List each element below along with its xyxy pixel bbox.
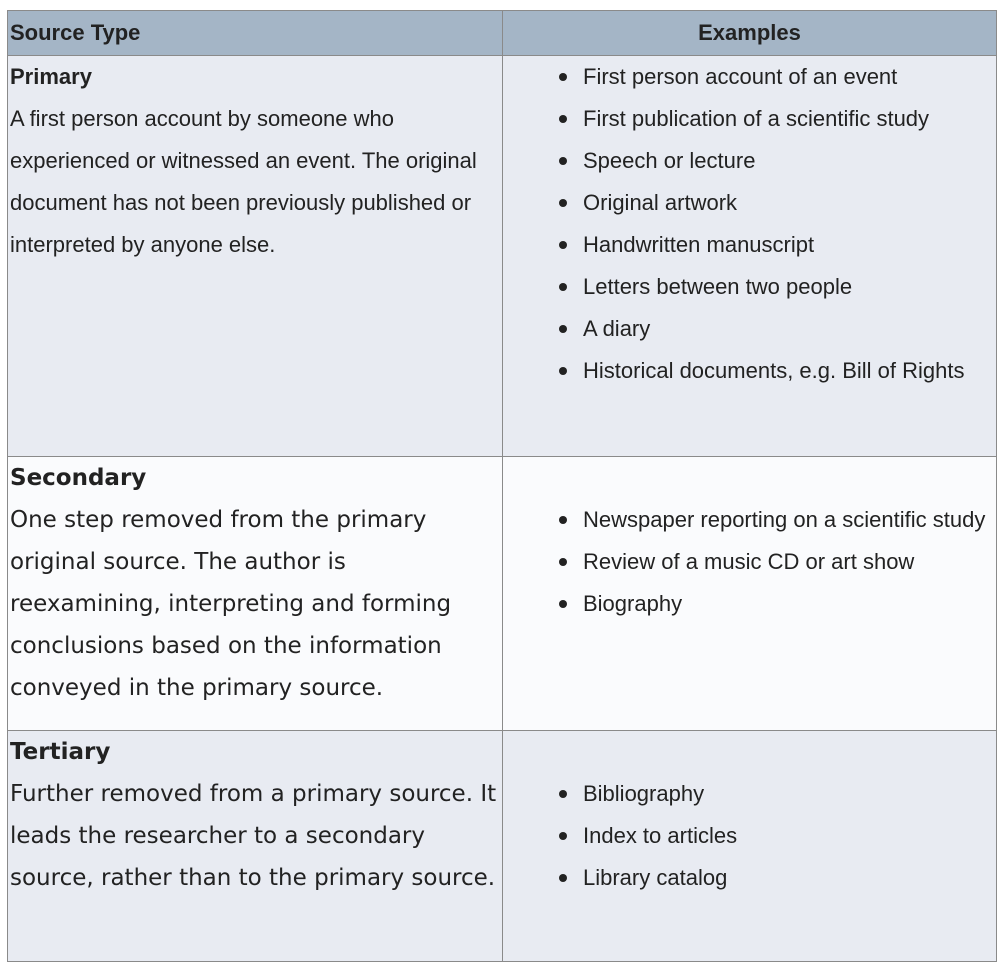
list-item: Bibliography [583, 773, 996, 815]
header-examples: Examples [503, 11, 997, 56]
source-type-description: One step removed from the primary original source. The author is reexamining, interpreting and forming conclusions based on the information conveyed in the primary source. [10, 507, 452, 701]
source-type-cell [8, 731, 503, 962]
table-row [8, 56, 997, 457]
source-types-table [7, 10, 997, 962]
list-item: Review of a music CD or art show [583, 541, 996, 583]
list-item: Speech or lecture [583, 140, 996, 182]
examples-cell [503, 731, 997, 962]
list-item: Newspaper reporting on a scientific study [583, 499, 996, 541]
list-item: First person account of an event [583, 56, 996, 98]
examples-list [503, 56, 996, 392]
source-type-name: Primary [10, 64, 92, 89]
source-type-name: Secondary [10, 465, 147, 491]
source-type-cell [8, 56, 503, 457]
list-item: Historical documents, e.g. Bill of Rights [583, 350, 996, 392]
table-header-row [8, 11, 997, 56]
list-item: First publication of a scientific study [583, 98, 996, 140]
source-type-description: A first person account by someone who experienced or witnessed an event. The original document has not been previously published or interpreted by anyone else. [10, 106, 477, 257]
table-row [8, 457, 997, 731]
list-item: A diary [583, 308, 996, 350]
source-type-name: Tertiary [10, 739, 111, 765]
list-item: Biography [583, 583, 996, 625]
header-source-type: Source Type [8, 11, 503, 56]
examples-cell [503, 457, 997, 731]
list-item: Letters between two people [583, 266, 996, 308]
list-item: Library catalog [583, 857, 996, 899]
examples-list [503, 457, 996, 625]
table-row [8, 731, 997, 962]
list-item: Original artwork [583, 182, 996, 224]
source-type-description: Further removed from a primary source. It leads the researcher to a secondary source, rather than to the primary source. [10, 781, 497, 891]
source-type-cell [8, 457, 503, 731]
list-item: Index to articles [583, 815, 996, 857]
examples-list [503, 731, 996, 899]
list-item: Handwritten manuscript [583, 224, 996, 266]
examples-cell [503, 56, 997, 457]
